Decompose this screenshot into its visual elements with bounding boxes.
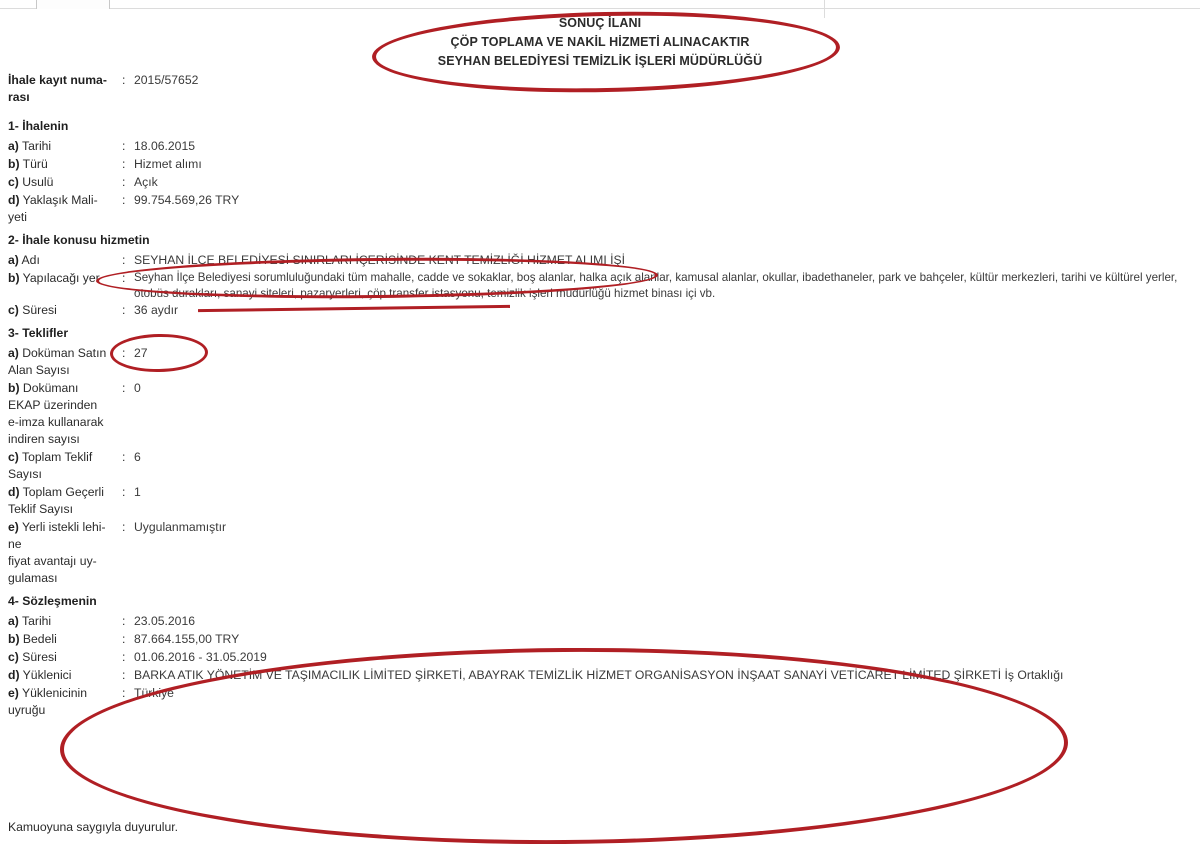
yerli-istekli-label-line2: ne [8, 537, 22, 551]
registration-value: 2015/57652 [134, 73, 199, 87]
yuklenici-colon: : [122, 668, 126, 682]
sozlesme-suresi-label [8, 649, 122, 666]
row-sozlesme-suresi [8, 649, 1192, 666]
ekap-indiren-label-line1: Dokümanı [19, 381, 79, 395]
row-gecerli-teklif [8, 484, 1192, 518]
gecerli-teklif-label-line1: Toplam Geçerli [19, 485, 104, 499]
section-title-teklifler: 3- Teklifler [8, 326, 69, 340]
ihale-tarihi-value: 18.06.2015 [134, 139, 195, 153]
yuklenici-uyrugu-label-line2: uyruğu [8, 703, 46, 717]
heading-line-3: SEYHAN BELEDİYESİ TEMİZLİK İŞLERİ MÜDÜRLÜĞÜ [437, 54, 763, 68]
row-yaklasik-maliyet [8, 192, 1192, 226]
sozlesme-suresi-label-text: Süresi [18, 650, 57, 664]
top-divider [0, 8, 1200, 9]
hizmet-suresi-label [8, 302, 122, 319]
toplam-teklif-label [8, 449, 122, 483]
row-dokuman-satin-alan [8, 345, 1192, 379]
ekap-indiren-label-line2: EKAP üzerinden [8, 398, 98, 412]
ihale-usulu-label [8, 174, 122, 191]
dokuman-satin-alan-colon: : [122, 346, 126, 360]
gecerli-teklif-label-line2: Teklif Sayısı [8, 502, 74, 516]
hizmet-suresi-marker: c) [8, 303, 19, 317]
row-yuklenici-uyrugu [8, 685, 1192, 719]
yuklenici-value: BARKA ATIK YÖNETİM VE TAŞIMACILIK LİMİTED ŞİRKETİ, ABAYRAK TEMİZLİK HİZMET ORGANİSASYON İNŞAAT SANAYİ VETİCARET LİMİTED ŞİRKETİ İş Ortaklığı [134, 668, 1064, 682]
hizmet-adi-marker: a) [8, 253, 19, 267]
gecerli-teklif-label [8, 484, 122, 518]
yuklenici-uyrugu-value: Türkiye [134, 686, 174, 700]
ihale-usulu-colon: : [122, 175, 126, 189]
ihale-tarihi-label-text: Tarihi [18, 139, 52, 153]
browser-tab-artifact[interactable] [36, 0, 110, 9]
sozlesme-tarihi-label-text: Tarihi [18, 614, 52, 628]
ihale-usulu-marker: c) [8, 175, 19, 189]
yaklasik-maliyet-marker: d) [8, 193, 20, 207]
yerli-istekli-value: Uygulanmamıştır [134, 520, 227, 534]
hizmet-adi-label [8, 252, 122, 269]
yapilacagi-yer-colon: : [122, 271, 126, 285]
section-title-hizmetin: 2- İhale konusu hizmetin [8, 233, 150, 247]
yuklenici-uyrugu-marker: e) [8, 686, 19, 700]
heading-line-2: ÇÖP TOPLAMA VE NAKİL HİZMETİ ALINACAKTIR [450, 35, 750, 49]
heading-line-1: SONUÇ İLANI [558, 16, 642, 30]
hizmet-suresi-value: 36 aydır [134, 303, 179, 317]
ekap-indiren-value: 0 [134, 381, 141, 395]
document-body [8, 72, 1192, 720]
toplam-teklif-label-line2: Sayısı [8, 467, 42, 481]
hizmet-suresi-label-text: Süresi [18, 303, 57, 317]
yapilacagi-yer-label [8, 270, 122, 287]
ihale-usulu-label-text: Usulü [18, 175, 54, 189]
ihale-turu-label-text: Türü [19, 157, 48, 171]
row-ihale-usulu [8, 174, 1192, 191]
row-registration-number [8, 72, 1192, 106]
ihale-tarihi-label [8, 138, 122, 155]
section-title-sozlesmenin: 4- Sözleşmenin [8, 594, 97, 608]
yerli-istekli-colon: : [122, 520, 126, 534]
sozlesme-bedeli-colon: : [122, 632, 126, 646]
row-yerli-istekli [8, 519, 1192, 587]
row-hizmet-suresi [8, 302, 1192, 319]
sozlesme-tarihi-colon: : [122, 614, 126, 628]
sozlesme-tarihi-label [8, 613, 122, 630]
row-sozlesme-bedeli [8, 631, 1192, 648]
sozlesme-suresi-colon: : [122, 650, 126, 664]
ihale-turu-marker: b) [8, 157, 20, 171]
gecerli-teklif-value: 1 [134, 485, 141, 499]
ekap-indiren-label [8, 380, 122, 448]
yaklasik-maliyet-label-line2: yeti [8, 210, 27, 224]
gecerli-teklif-marker: d) [8, 485, 20, 499]
yuklenici-uyrugu-label [8, 685, 122, 719]
row-sozlesme-tarihi [8, 613, 1192, 630]
sozlesme-suresi-marker: c) [8, 650, 19, 664]
sozlesme-bedeli-marker: b) [8, 632, 20, 646]
registration-label [8, 72, 122, 106]
registration-label-line2: rası [8, 90, 30, 104]
registration-colon: : [122, 73, 126, 87]
yerli-istekli-label-line3: fiyat avantajı uy- [8, 554, 97, 568]
yuklenici-label-text: Yüklenici [19, 668, 72, 682]
dokuman-satin-alan-label-line1: Doküman Satın [18, 346, 107, 360]
yapilacagi-yer-value: Seyhan İlçe Belediyesi sorumluluğundaki tüm mahalle, cadde ve sokaklar, boş alanlar, halka açık alanlar, kamusal alanlar, okullar, ibadethaneler, park ve bahçeler, kültür merkezleri, tarihi ve kültürel yerler, otobüs durakları, sanayi siteleri, pazaryerleri, çöp transfer istasyonu, temizlik işleri müdürlüğü hizmet binası içi vb. [134, 271, 1178, 300]
yaklasik-maliyet-value: 99.754.569,26 TRY [134, 193, 240, 207]
ekap-indiren-label-line4: indiren sayısı [8, 432, 80, 446]
sozlesme-bedeli-value: 87.664.155,00 TRY [134, 632, 240, 646]
hizmet-adi-colon: : [122, 253, 126, 267]
yerli-istekli-label-line4: gulaması [8, 571, 58, 585]
yapilacagi-yer-marker: b) [8, 271, 20, 285]
dokuman-satin-alan-label-line2: Alan Sayısı [8, 363, 70, 377]
row-ekap-indiren [8, 380, 1192, 448]
sozlesme-bedeli-label [8, 631, 122, 648]
row-yapilacagi-yer [8, 270, 1192, 301]
yaklasik-maliyet-label [8, 192, 122, 226]
toplam-teklif-value: 6 [134, 450, 141, 464]
ekap-indiren-marker: b) [8, 381, 20, 395]
ekap-indiren-label-line3: e-imza kullanarak [8, 415, 104, 429]
dokuman-satin-alan-label [8, 345, 122, 379]
row-ihale-turu [8, 156, 1192, 173]
sozlesme-bedeli-label-text: Bedeli [19, 632, 57, 646]
hizmet-suresi-colon: : [122, 303, 126, 317]
ihale-tarihi-marker: a) [8, 139, 19, 153]
registration-label-line1: İhale kayıt numa- [8, 73, 107, 87]
section-title-ihalenin: 1- İhalenin [8, 119, 69, 133]
toplam-teklif-marker: c) [8, 450, 19, 464]
row-yuklenici [8, 667, 1192, 684]
row-toplam-teklif [8, 449, 1192, 483]
yuklenici-marker: d) [8, 668, 20, 682]
yuklenici-label [8, 667, 122, 684]
toplam-teklif-label-line1: Toplam Teklif [18, 450, 93, 464]
yuklenici-uyrugu-colon: : [122, 686, 126, 700]
yapilacagi-yer-label-text: Yapılacağı yer [19, 271, 100, 285]
yerli-istekli-label-line1: Yerli istekli lehi- [18, 520, 106, 534]
toplam-teklif-colon: : [122, 450, 126, 464]
ekap-indiren-colon: : [122, 381, 126, 395]
yerli-istekli-label [8, 519, 122, 587]
ihale-usulu-value: Açık [134, 175, 158, 189]
sozlesme-tarihi-value: 23.05.2016 [134, 614, 195, 628]
footer-note: Kamuoyuna saygıyla duyurulur. [8, 820, 179, 834]
yaklasik-maliyet-colon: : [122, 193, 126, 207]
sozlesme-suresi-value: 01.06.2016 - 31.05.2019 [134, 650, 267, 664]
sozlesme-tarihi-marker: a) [8, 614, 19, 628]
ihale-turu-value: Hizmet alımı [134, 157, 202, 171]
ihale-turu-label [8, 156, 122, 173]
ihale-turu-colon: : [122, 157, 126, 171]
hizmet-adi-value: SEYHAN İLÇE BELEDİYESİ SINIRLARI İÇERİSİNDE KENT TEMİZLİĞİ HİZMET ALIMI İŞİ [134, 253, 626, 267]
hizmet-adi-label-text: Adı [18, 253, 40, 267]
ihale-tarihi-colon: : [122, 139, 126, 153]
yaklasik-maliyet-label-line1: Yaklaşık Mali- [19, 193, 98, 207]
yerli-istekli-marker: e) [8, 520, 19, 534]
yuklenici-uyrugu-label-line1: Yüklenicinin [18, 686, 88, 700]
document-heading [0, 14, 1200, 71]
dokuman-satin-alan-marker: a) [8, 346, 19, 360]
row-hizmet-adi [8, 252, 1192, 269]
gecerli-teklif-colon: : [122, 485, 126, 499]
row-ihale-tarihi [8, 138, 1192, 155]
dokuman-satin-alan-value: 27 [134, 346, 148, 360]
